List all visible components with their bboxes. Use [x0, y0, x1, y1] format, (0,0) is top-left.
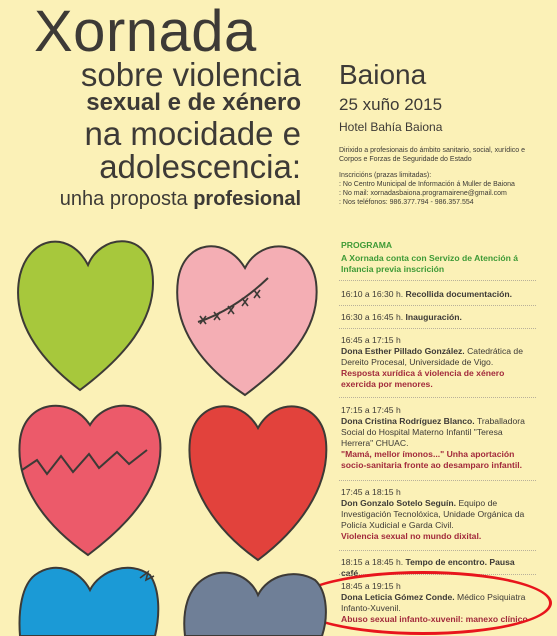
program-item — [341, 312, 536, 323]
program-item — [341, 487, 536, 542]
inscription-line: : No mail: xornadasbaiona.programairene@gmail.com — [339, 190, 507, 197]
item-speaker: Don Gonzalo Sotelo Seguín. — [341, 498, 457, 508]
item-time: 16:45 a 17:15 h — [341, 335, 401, 345]
inscription-line: : Nos teléfonos: 986.377.794 - 986.357.554 — [339, 199, 474, 206]
item-talk: Violencia sexual no mundo dixital. — [341, 531, 482, 541]
blue-heart-icon — [20, 568, 159, 636]
red-heart-icon — [189, 406, 326, 560]
item-time: 18:45 a 19:15 h — [341, 581, 401, 591]
event-date: 25 xuño 2015 — [339, 95, 443, 114]
divider — [339, 305, 536, 306]
item-time: 16:30 a 16:45 h. — [341, 312, 404, 322]
cracked-coral-heart-icon — [19, 406, 160, 555]
item-speaker: Dona Cristina Rodríguez Blanco. — [341, 416, 475, 426]
title-line-4: adolescencia: — [99, 148, 301, 185]
divider — [339, 280, 536, 281]
title-line-2: sexual e de xénero — [86, 89, 301, 116]
item-role: Traballadora Social do Hospital Materno Infantil "Teresa Herrera" CHUAC. — [341, 416, 525, 448]
item-speaker: Dona Esther Pillado González. — [341, 346, 465, 356]
program-item — [341, 405, 536, 471]
title-line-3: na mocidade e — [84, 115, 301, 152]
subtitle-lead: unha proposta — [59, 188, 194, 210]
event-venue: Hotel Bahía Baiona — [339, 120, 443, 134]
program-item — [341, 289, 536, 300]
item-time: 16:10 a 16:30 h. — [341, 289, 404, 299]
page-title: Xornada — [34, 0, 257, 64]
program-item — [341, 335, 536, 390]
title-line-1: sobre violencia — [80, 56, 301, 93]
stitched-pink-heart-icon — [177, 246, 316, 395]
inscription-line: : No Centro Municipal de Información á Muller de Baiona — [339, 181, 515, 188]
subtitle-emphasis: profesional — [193, 188, 301, 210]
item-text: Inauguración. — [405, 312, 462, 322]
green-heart-icon — [18, 241, 153, 390]
item-text: Tempo de encontro. Pausa café. — [341, 557, 515, 578]
inscriptions-title: Inscricións (prazas limitadas): — [339, 172, 432, 179]
item-talk: Abuso sexual infanto-xuvenil: manexo clínico — [341, 614, 528, 624]
subtitle — [60, 188, 301, 210]
item-time: 18:15 a 18:45 h. — [341, 557, 404, 567]
hearts-illustration — [0, 230, 330, 636]
program-note: A Xornada conta con Servizo de Atención á Infancia previa inscrición — [341, 253, 519, 274]
item-talk: "Mamá, mellor ímonos..." Unha aportación socio-sanitaria fronte ao desamparo infantil. — [341, 449, 522, 470]
highlight-circle — [294, 571, 552, 635]
item-time: 17:15 a 17:45 h — [341, 405, 401, 415]
item-text: Recollida documentación. — [405, 289, 513, 299]
grey-heart-icon — [184, 573, 326, 636]
divider — [339, 328, 536, 329]
event-city: Baiona — [339, 59, 427, 90]
item-role: Médico Psiquiatra Infanto-Xuvenil. — [341, 592, 526, 613]
divider — [339, 550, 536, 551]
divider — [339, 397, 536, 398]
divider — [339, 480, 536, 481]
item-role: Catedrática de Dereito Procesal, Universidade de Vigo. — [341, 346, 523, 367]
item-time: 17:45 a 18:15 h — [341, 487, 401, 497]
program-heading: PROGRAMA — [341, 240, 393, 250]
audience-text: Dirixido a profesionais do ámbito sanitario, social, xurídico e Corpos e Forzas de Seguridade do Estado — [339, 147, 525, 163]
item-speaker: Dona Leticia Gómez Conde. — [341, 592, 455, 602]
item-talk: Resposta xurídica á violencia de xénero exercida por menores. — [341, 368, 505, 389]
item-role: Equipo de Investigación Tecnolóxica, Unidade Orgánica da Policía Xudicial e Garda Civil. — [341, 498, 525, 530]
